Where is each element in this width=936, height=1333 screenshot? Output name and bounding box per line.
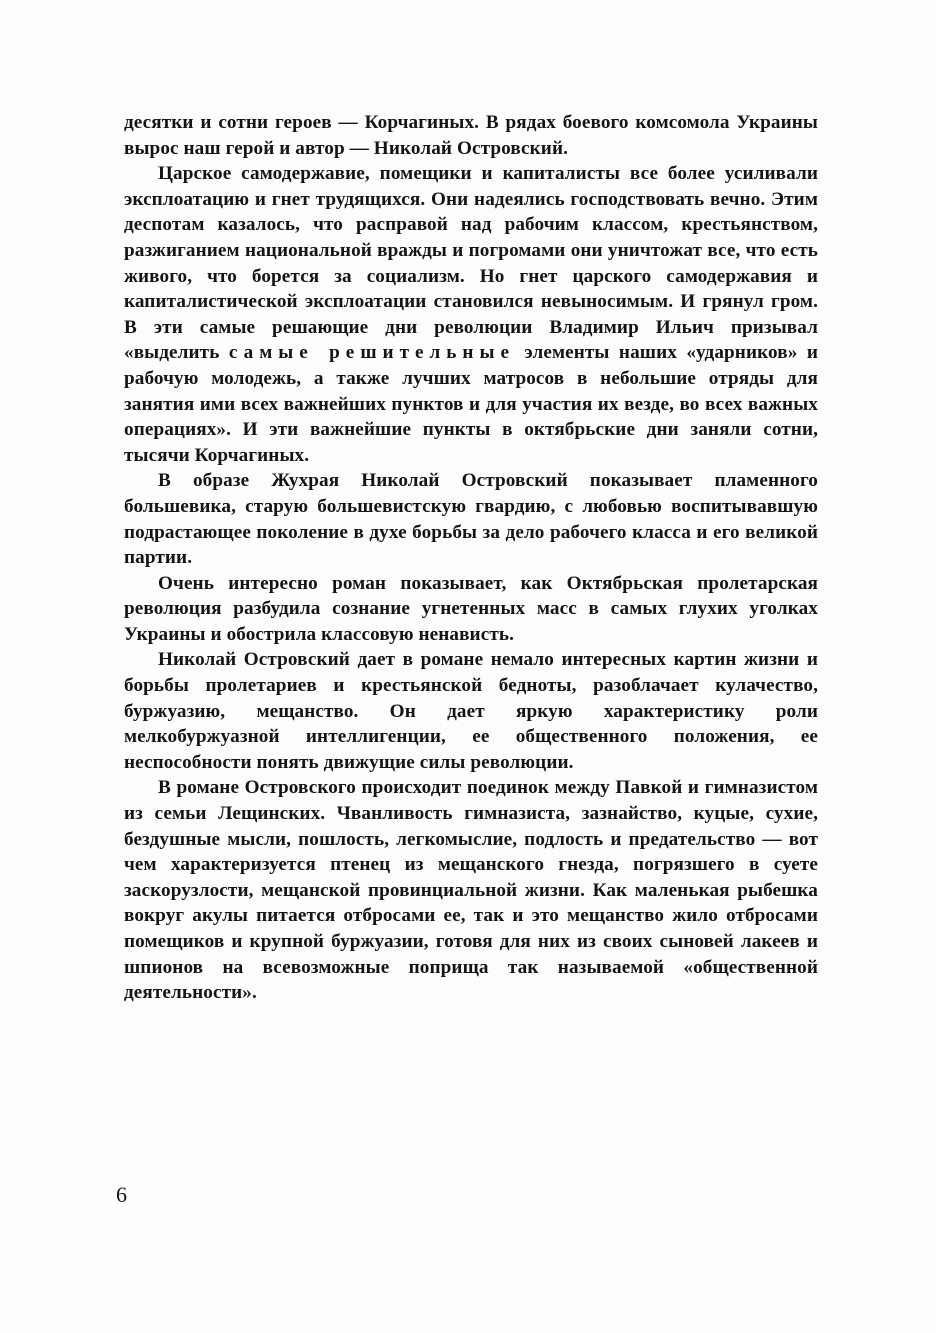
body-text [124,110,818,1006]
page-number: 6 [116,1182,127,1207]
paragraph-revolution: Очень интересно роман показывает, как Октябрьская пролетарская революция разбудила сознание угнетенных масс в самых глухих уголках Украины и обострила классовую ненависть. [124,572,818,645]
paragraph-tsarist-autocracy [124,161,818,468]
paragraph-text-after: элементы наших «ударников» и рабочую молодежь, а также лучших матросов в небольшие отряды для занятия ими всех важнейших пунктов и для участия их везде, во всех важных операциях». И эти важнейшие пункты в октябрьские дни заняли сотни, тысячи Корчагиных. [124,342,818,466]
paragraph-zhukhrai: В образе Жухрая Николай Островский показывает пламенного большевика, старую большевистскую гвардию, с любовью воспитывавшую подрастающее поколение в духе борьбы за дело рабочего класса и его великой партии. [124,470,818,569]
lenin-quote-emphasis: самые решительные [228,342,515,364]
paragraph-ostrovsky-pictures: Николай Островский дает в романе немало интересных картин жизни и борьбы пролетариев и крестьянской бедноты, разоблачает кулачество, буржуазию, мещанство. Он дает яркую характеристику роли мелкобуржуазной интеллигенции, ее общественного положения, ее неспособности понять движущие силы революции. [124,649,818,773]
paragraph-continued: десятки и сотни героев — Корчагиных. В рядах боевого комсомола Украины вырос наш герой и автор — Николай Островский. [124,112,818,159]
paragraph-duel: В романе Островского происходит поединок между Павкой и гимназистом из семьи Лещинских. Чванливость гимназиста, зазнайство, куцые, сухие, бездушные мысли, пошлость, легкомыслие, подлость и предательство — вот чем характеризуется птенец из мещанского гнезда, погрязшего в суете заскорузлости, мещанской провинциальной жизни. Как маленькая рыбешка вокруг акулы питается отбросами ее, так и это мещанство жило отбросами помещиков и крупной буржуазии, готовя для них из своих сыновей лакеев и шпионов на всевозможные поприща так называемой «общественной деятельности». [124,777,818,1004]
paragraph-text-before: Царское самодержавие, помещики и капиталисты все более усиливали эксплоатацию и гнет трудящихся. Они надеялись господствовать вечно. Этим деспотам казалось, что расправой над рабочим классом, крестьянством, разжиганием национальной вражды и погромами они уничтожат все, что есть живого, что борется за социализм. Но гнет царского самодержавия и капиталистической эксплоатации становился невыносимым. И грянул гром. В эти самые решающие дни революции Владимир Ильич призывал «выделить [124,163,818,364]
